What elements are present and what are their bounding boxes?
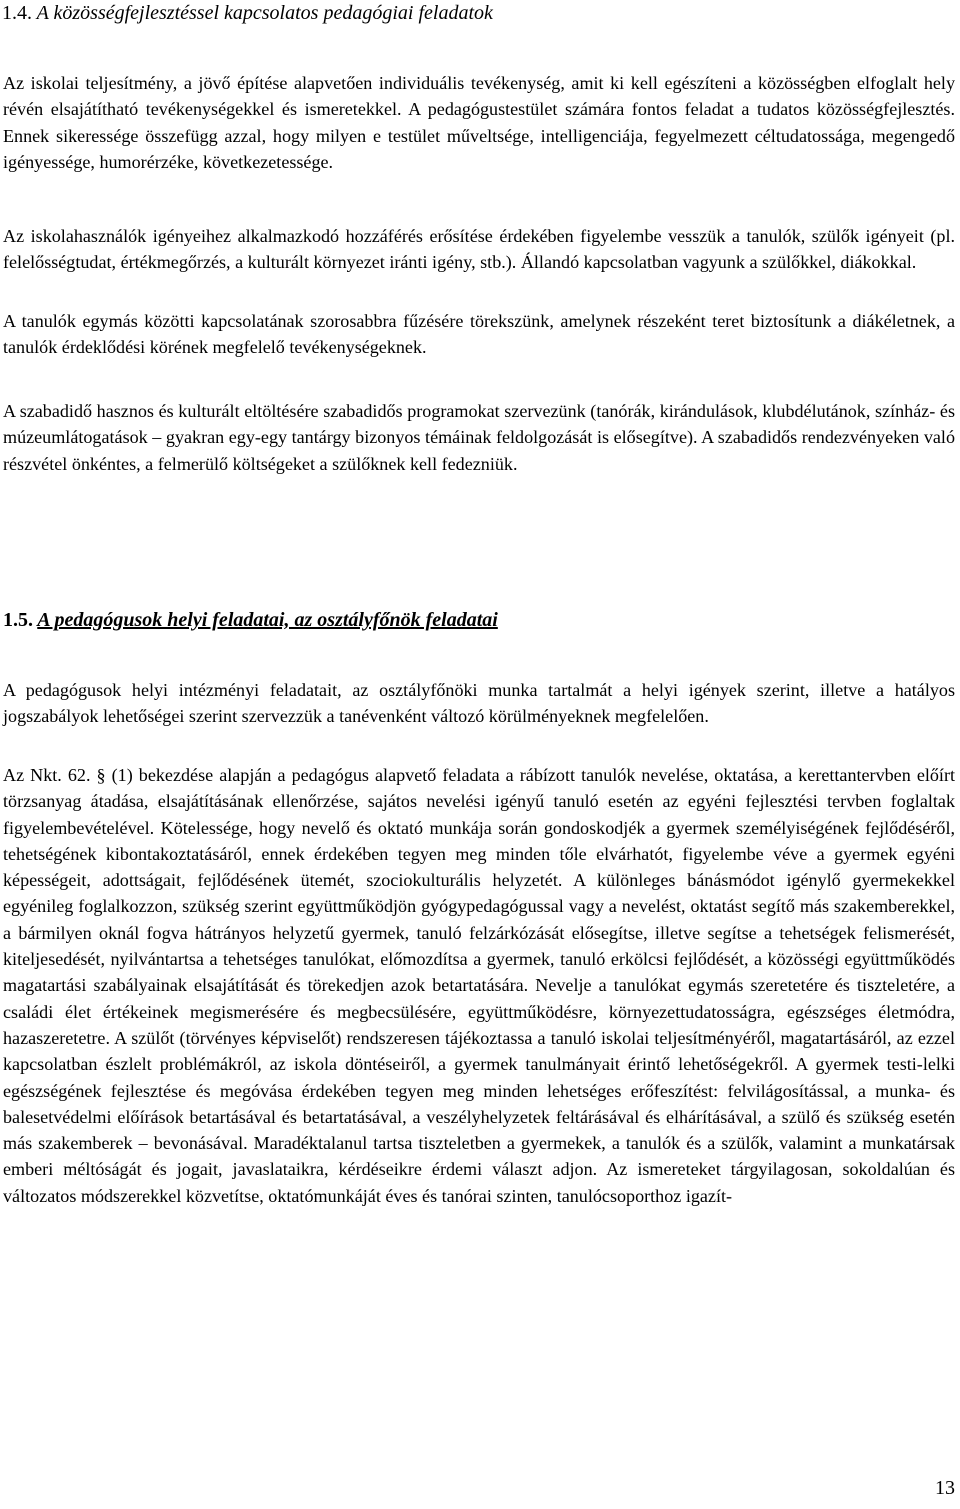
paragraph: A pedagógusok helyi intézményi feladatait, az osztályfőnöki munka tartalmát a helyi igények szerint, illetve a hatályos jogszabályok lehetőségei szerint szervezzük a tanévenként változó körülményeknek megfelelően.: [3, 680, 955, 727]
paragraph: Az iskolahasználók igényeihez alkalmazkodó hozzáférés erősítése érdekében figyelembe vesszük a tanulók, szülők igényeit (pl. felelősségtudat, értékmegőrzés, a kulturált környezet iránti igény, stb.). Állandó kapcsolatban vagyunk a szülőkkel, diákokkal.: [3, 226, 955, 273]
section-number: 1.5.: [3, 609, 33, 631]
section-number: 1.4.: [2, 2, 32, 24]
page-number: 13: [935, 1477, 955, 1499]
paragraph: A szabadidő hasznos és kulturált eltöltésére szabadidős programokat szervezünk (tanórák, kirándulások, klubdélutánok, színház- és múzeumlátogatások – gyakran egy-egy tantárgy bizonyos témáinak feldolgozását is elősegítve). A szabadidős rendezvényeken való részvétel önkéntes, a felmerülő költségeket a szülőknek kell fedezniük.: [3, 401, 955, 474]
section-title: A pedagógusok helyi feladatai, az osztályfőnök feladatai: [37, 609, 498, 631]
section-heading-1-4: [2, 0, 493, 26]
paragraph: Az Nkt. 62. § (1) bekezdése alapján a pedagógus alapvető feladata a rábízott tanulók nevelése, oktatása, a kerettantervben előírt törzsanyag átadása, elsajátításának ellenőrzése, sajátos nevelési igényű tanuló esetén az egyéni fejlesztési tervben foglaltak figyelembevételével. Kötelessége, hogy nevelő és oktató munkája során gondoskodjék a gyermek személyiségének fejlődéséről, tehetségének kibontakoztatásáról, ennek érdekében tegyen meg minden tőle elvárhatót, figyelembe véve a gyermek egyéni képességeit, adottságait, fejlődésének ütemét, szociokulturális helyzetét. A különleges bánásmódot igénylő gyermekekkel egyénileg foglalkozzon, szükség szerint együttműködjön gyógypedagógussal vagy a nevelést, oktatást segítő más szakemberekkel, a bármilyen oknál fogva hátrányos helyzetű gyermek, tanuló felzárkózását elősegítse, illetve segítse a tehetségek felismerését, kiteljesedését, nyilvántartsa a tehetséges tanulókat, előmozdítsa a gyermek, tanuló erkölcsi fejlődését, a közösségi együttműködés magatartási szabályainak elsajátítását és törekedjen azok betartatására. Nevelje a tanulókat egymás szeretetére és tiszteletére, a családi élet értékeinek megismerésére és megbecsülésére, együttműködésre, környezettudatosságra, egészséges életmódra, hazaszeretetre. A szülőt (törvényes képviselőt) rendszeresen tájékoztassa a tanuló iskolai teljesítményéről, magatartásáról, az ezzel kapcsolatban észlelt problémákról, az iskola döntéseiről, a gyermek tanulmányait érintő lehetőségekről. A gyermek testi-lelki egészségének fejlesztése és megóvása érdekében tegyen meg minden lehetséges erőfeszítést: felvilágosítással, a munka- és balesetvédelmi előírások betartásával és betartatásával, a veszélyhelyzetek feltárásával és elhárításával, a szülő és szükség esetén más szakemberek – bevonásával. Maradéktalanul tartsa tiszteletben a gyermekek, a tanulók és a szülők, valamint a munkatársak emberi méltóságát és jogait, javaslataikra, kérdéseikre érdemi választ adjon. Az ismereteket tárgyilagosan, sokoldalúan és változatos módszerekkel közvetítse, oktatómunkáját éves és tanórai szinten, tanulócsoporthoz igazít-: [3, 765, 955, 1206]
paragraph: A tanulók egymás közötti kapcsolatának szorosabbra fűzésére törekszünk, amelynek részeként teret biztosítunk a diákéletnek, a tanulók érdeklődési körének megfelelő tevékenységeknek.: [3, 311, 955, 358]
paragraph: Az iskolai teljesítmény, a jövő építése alapvetően individuális tevékenység, amit ki kell egészíteni a közösségben elfoglalt hely révén elsajátítható tevékenységekkel és ismeretekkel. A pedagógustestület számára fontos feladat a tudatos közösségfejlesztés. Ennek sikeressége összefügg azzal, hogy milyen e testület műveltsége, intelligenciája, fegyelmezett céltudatossága, megengedő igényessége, humorérzéke, következetessége.: [3, 73, 955, 172]
section-heading-1-5: [3, 607, 498, 633]
section-title: A közösségfejlesztéssel kapcsolatos pedagógiai feladatok: [36, 2, 493, 24]
